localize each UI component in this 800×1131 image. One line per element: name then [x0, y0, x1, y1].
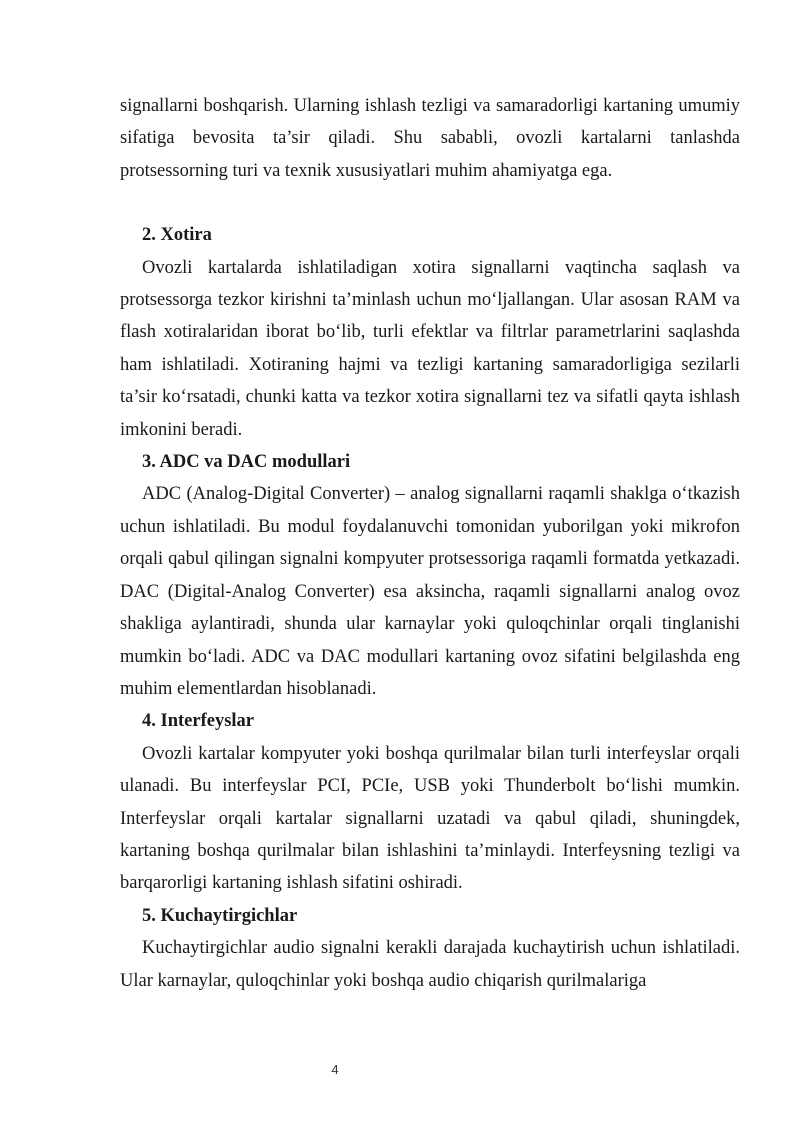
section-body-adc-dac: ADC (Analog-Digital Converter) – analog signallarni raqamli shaklga o‘tkazish uchun ishlatiladi. Bu modul foydalanuvchi tomonidan yuborilgan yoki mikrofon orqali qabul qilingan signalni kompyuter protsessoriga raqamli formatda yetkazadi. DAC (Digital-Analog Converter) esa aksincha, raqamli signallarni analog ovoz shakliga aylantiradi, shunda ular karnaylar yoki quloqchinlar orqali tinglanishi mumkin bo‘ladi. ADC va DAC modullari kartaning ovoz sifatini belgilashda eng muhim elementlardan hisoblanadi. [120, 484, 740, 699]
section-heading-xotira: 2. Xotira [142, 225, 212, 246]
section-heading-kuchaytirgichlar: 5. Kuchaytirgichlar [142, 905, 298, 926]
page-content [120, 90, 740, 997]
section-body-interfeyslar: Ovozli kartalar kompyuter yoki boshqa qurilmalar bilan turli interfeyslar orqali ulanadi. Bu interfeyslar PCI, PCIe, USB yoki Thunderbolt bo‘lishi mumkin. Interfeyslar orqali kartalar signallarni uzatadi va qabul qiladi, shuningdek, kartaning boshqa qurilmalar bilan ishlashini ta’minlaydi. Interfeysning tezligi va barqarorligi kartaning ishlash sifatini oshiradi. [120, 743, 740, 894]
section-body-kuchaytirgichlar: Kuchaytirgichlar audio signalni kerakli darajada kuchaytirish uchun ishlatiladi. Ular karnaylar, quloqchinlar yoki boshqa audio chiqarish qurilmalariga [120, 938, 740, 991]
intro-paragraph: signallarni boshqarish. Ularning ishlash tezligi va samaradorligi kartaning umumiy sifatiga bevosita ta’sir qiladi. Shu sababli, ovozli kartalarni tanlashda protsessorning turi va texnik xususiyatlari muhim ahamiyatga ega. [120, 96, 740, 181]
section-heading-adc-dac: 3. ADC va DAC modullari [142, 452, 351, 473]
section-heading-interfeyslar: 4. Interfeyslar [142, 711, 254, 732]
section-spacer [120, 187, 740, 219]
section-body-xotira: Ovozli kartalarda ishlatiladigan xotira signallarni vaqtincha saqlash va protsessorga tezkor kirishni ta’minlash uchun mo‘ljallangan. Ular asosan RAM va flash xotiralaridan iborat bo‘lib, turli efektlar va filtrlar parametrlarini saqlashda ham ishlatiladi. Xotiraning hajmi va tezligi kartaning samaradorligiga sezilarli ta’sir ko‘rsatadi, chunki katta va tezkor xotira signallarni tez va sifatli qayta ishlash imkonini beradi. [120, 257, 740, 440]
page-number: 4 [331, 1062, 339, 1077]
